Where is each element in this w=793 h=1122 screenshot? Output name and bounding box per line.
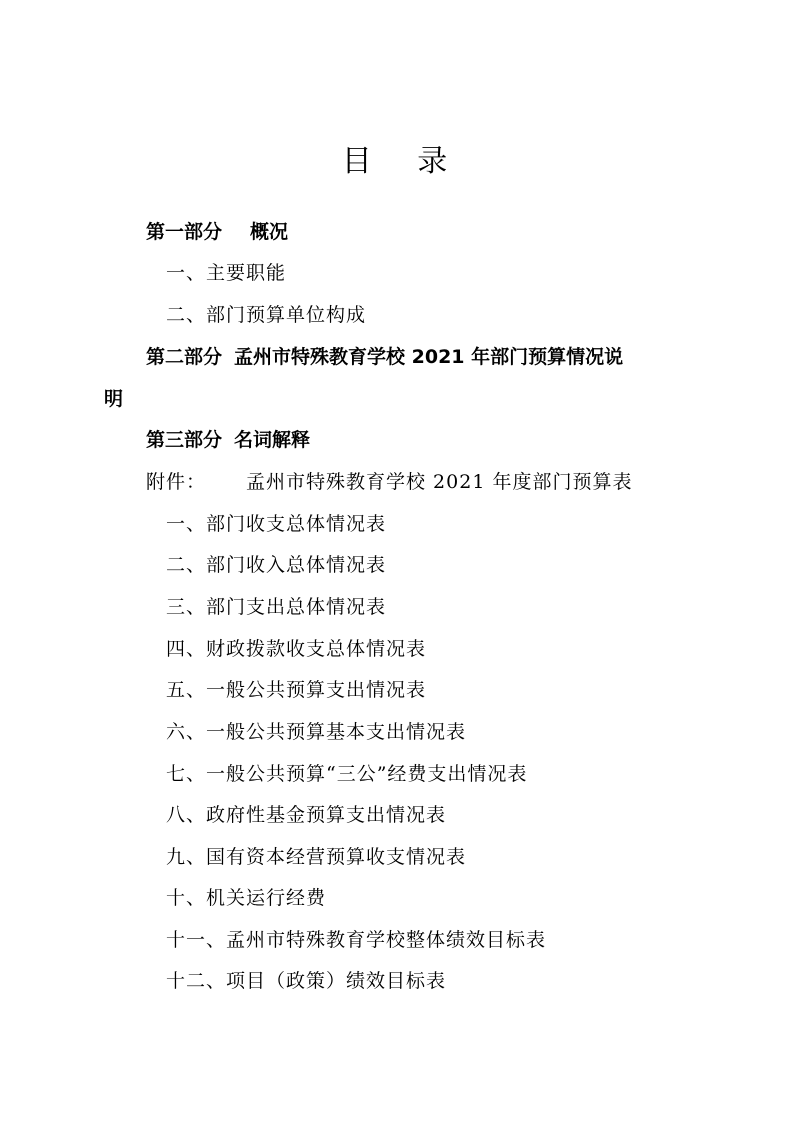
toc-attachment-item-1: 一、部门收支总体情况表 (166, 513, 387, 535)
toc-attachment-item-5: 五、一般公共预算支出情况表 (166, 679, 427, 701)
toc-part1-item-1: 一、主要职能 (166, 262, 287, 284)
toc-part2-heading (146, 343, 623, 371)
toc-attachment-title: 孟州市特殊教育学校 2021 年度部门预算表 (246, 471, 633, 493)
toc-part1-title: 概况 (250, 221, 289, 243)
toc-part2-title-line1: 孟州市特殊教育学校 2021 年部门预算情况说 (234, 346, 624, 368)
toc-attachment-item-10: 十、机关运行经费 (166, 887, 327, 909)
toc-attachment-item-7: 七、一般公共预算“三公”经费支出情况表 (166, 763, 528, 785)
toc-part2-label: 第二部分 (146, 346, 223, 368)
toc-part1-item-2: 二、部门预算单位构成 (166, 304, 367, 326)
toc-part3-heading (146, 426, 310, 454)
toc-attachment-item-8: 八、政府性基金预算支出情况表 (166, 804, 447, 826)
toc-attachment-heading (146, 468, 632, 496)
toc-part3-label: 第三部分 (146, 429, 223, 451)
toc-part2-title-line2: 明 (104, 388, 124, 410)
toc-part1-label: 第一部分 (146, 221, 223, 243)
toc-attachment-label: 附件： (146, 471, 207, 493)
toc-attachment-item-2: 二、部门收入总体情况表 (166, 554, 387, 576)
toc-attachment-item-12: 十二、项目（政策）绩效目标表 (166, 970, 447, 992)
page-title: 目 录 (341, 144, 466, 179)
toc-part1-heading (146, 218, 288, 246)
toc-part3-title: 名词解释 (234, 429, 311, 451)
toc-attachment-item-9: 九、国有资本经营预算收支情况表 (166, 846, 467, 868)
toc-attachment-item-4: 四、财政拨款收支总体情况表 (166, 638, 427, 660)
toc-attachment-item-11: 十一、孟州市特殊教育学校整体绩效目标表 (166, 929, 547, 951)
toc-attachment-item-3: 三、部门支出总体情况表 (166, 596, 387, 618)
toc-attachment-item-6: 六、一般公共预算基本支出情况表 (166, 721, 467, 743)
